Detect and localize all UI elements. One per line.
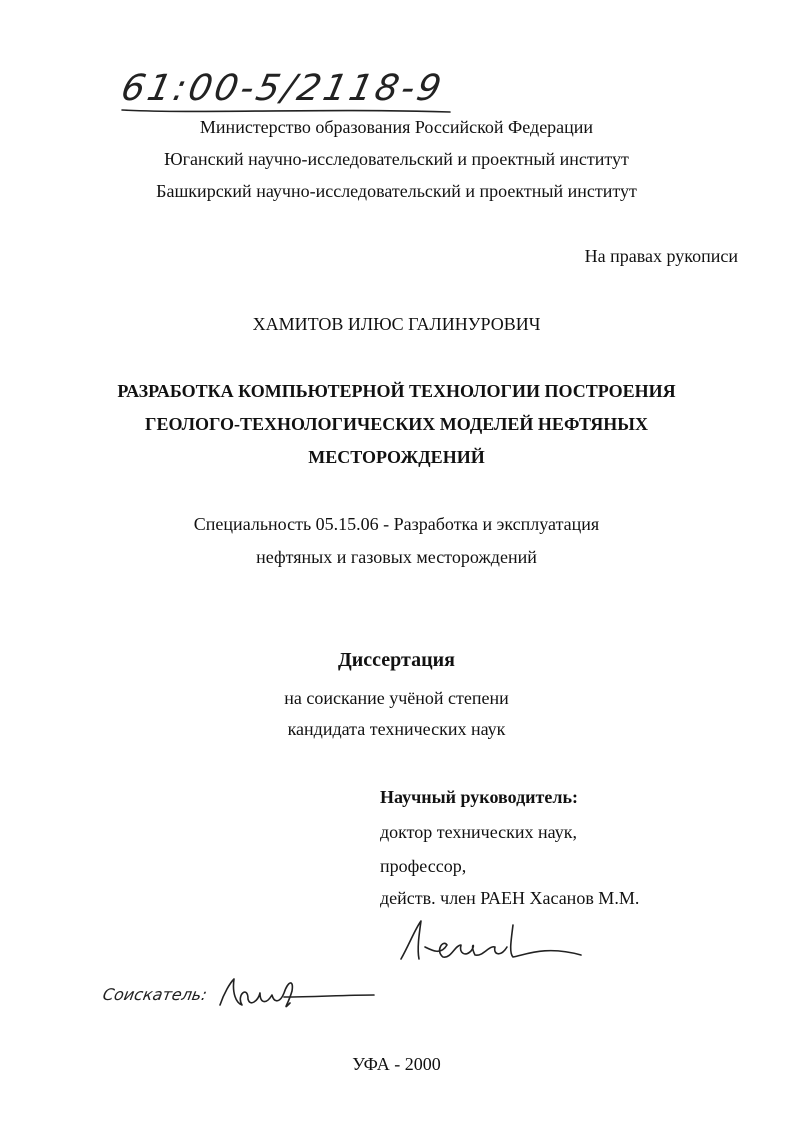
degree-line-1: на соискание учёной степени xyxy=(284,688,509,708)
specialty-line-2: нефтяных и газовых месторождений xyxy=(256,547,537,567)
degree-line-2: кандидата технических наук xyxy=(287,719,506,739)
supervisor-heading: Научный руководитель: xyxy=(380,787,578,807)
archive-code: 61:00-5/2118-9 xyxy=(117,68,448,109)
specialty-line-1: Специальность 05.15.06 - Разработка и эксплуатация xyxy=(193,514,600,534)
supervisor-line-2: профессор, xyxy=(380,856,467,876)
applicant-signature xyxy=(214,975,384,1020)
supervisor-line-3: действ. член РАЕН Хасанов М.М. xyxy=(380,888,640,908)
rights-note: На правах рукописи xyxy=(584,246,738,266)
institute-line-1: Юганский научно-исследовательский и проектный институт xyxy=(164,149,629,169)
supervisor-line-1: доктор технических наук, xyxy=(380,822,577,842)
footer-city-year: УФА - 2000 xyxy=(352,1054,441,1074)
title-line-1: РАЗРАБОТКА КОМПЬЮТЕРНОЙ ТЕХНОЛОГИИ ПОСТРОЕНИЯ xyxy=(117,381,676,401)
applicant-label: Соискатель: xyxy=(101,985,209,1004)
archive-code-underline xyxy=(120,106,460,116)
ministry-line: Министерство образования Российской Федерации xyxy=(199,117,594,137)
institute-line-2: Башкирский научно-исследовательский и проектный институт xyxy=(156,181,637,201)
supervisor-signature xyxy=(395,915,595,975)
title-line-3: МЕСТОРОЖДЕНИЙ xyxy=(308,447,485,467)
work-type: Диссертация xyxy=(338,649,455,671)
author-name: ХАМИТОВ ИЛЮС ГАЛИНУРОВИЧ xyxy=(252,314,541,334)
title-line-2: ГЕОЛОГО-ТЕХНОЛОГИЧЕСКИХ МОДЕЛЕЙ НЕФТЯНЫХ xyxy=(145,414,648,434)
